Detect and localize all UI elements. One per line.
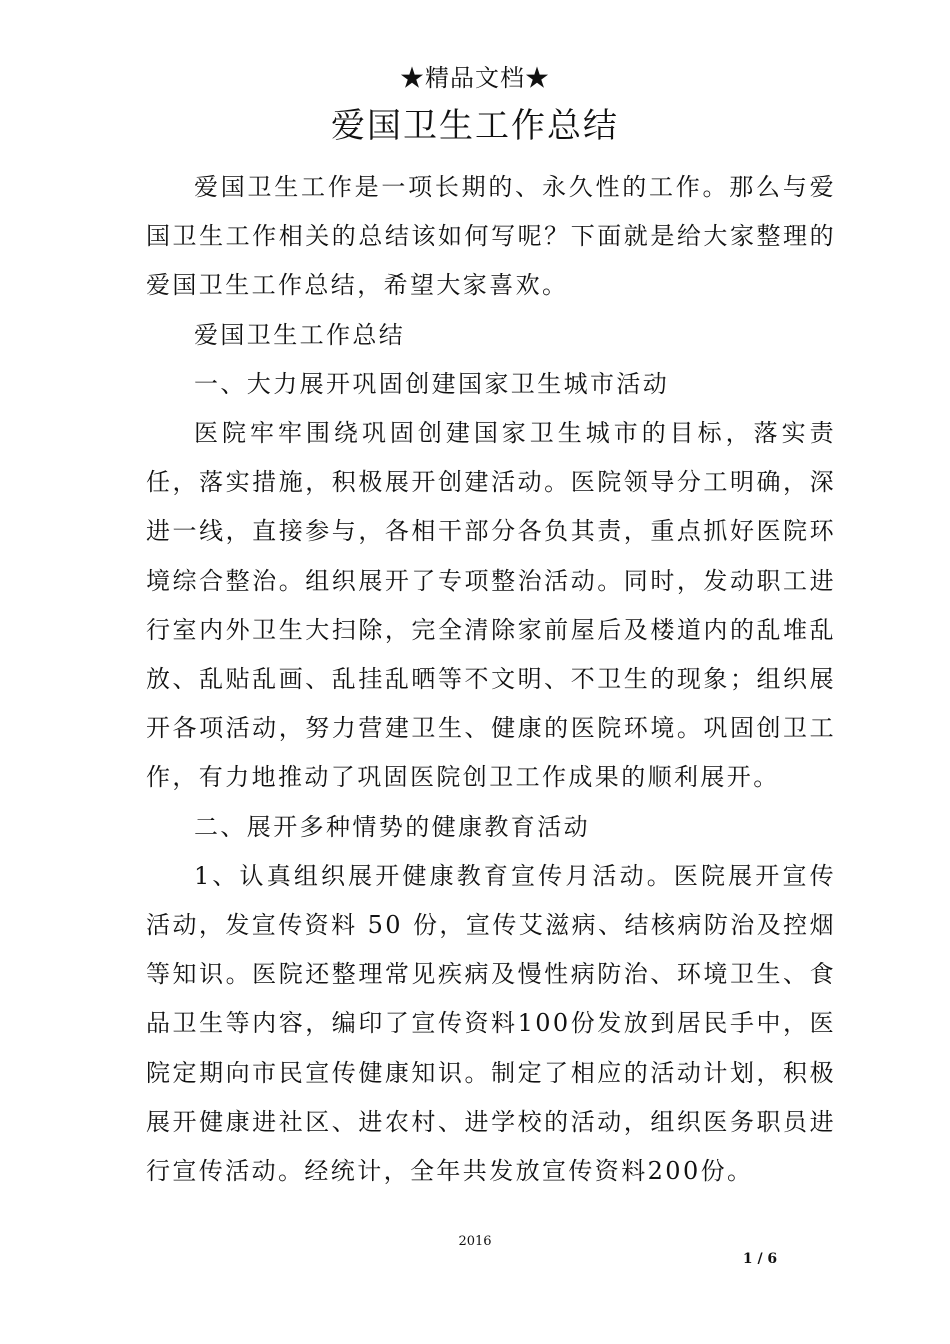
footer-year: 2016	[458, 1234, 492, 1249]
document-title: 爱国卫生工作总结	[331, 106, 619, 146]
document-body	[146, 163, 836, 1196]
section-heading-2: 二、展开多种情势的健康教育活动	[194, 812, 590, 841]
section-paragraph-1: 医院牢牢围绕巩固创建国家卫生城市的目标，落实责任，落实措施，积极展开创建活动。医院领导分工明确，深进一线，直接参与，各相干部分各负其责，重点抓好医院环境综合整治。组织展开了专项整治活动。同时，发动职工进行室内外卫生大扫除，完全清除家前屋后及楼道内的乱堆乱放、乱贴乱画、乱挂乱晒等不文明、不卫生的现象；组织展开各项活动，努力营建卫生、健康的医院环境。巩固创卫工作，有力地推动了巩固医院创卫工作成果的顺利展开。	[146, 419, 836, 792]
document-badge: ★精品文档★	[400, 64, 550, 92]
intro-paragraph: 爱国卫生工作是一项长期的、永久性的工作。那么与爱国卫生工作相关的总结该如何写呢？下面就是给大家整理的爱国卫生工作总结，希望大家喜欢。	[146, 173, 836, 300]
section-heading: 爱国卫生工作总结	[194, 320, 406, 349]
page-number: 1 / 6	[742, 1251, 778, 1267]
section-paragraph-2: 1、认真组织展开健康教育宣传月活动。医院展开宣传活动，发宣传资料 50 份，宣传艾滋病、结核病防治及控烟等知识。医院还整理常见疾病及慢性病防治、环境卫生、食品卫生等内容，编印了宣传资料100份发放到居民手中，医院定期向市民宣传健康知识。制定了相应的活动计划，积极展开健康进社区、进农村、进学校的活动，组织医务职员进行宣传活动。经统计，全年共发放宣传资料200份。	[146, 861, 836, 1186]
section-heading-1: 一、大力展开巩固创建国家卫生城市活动	[194, 369, 670, 398]
